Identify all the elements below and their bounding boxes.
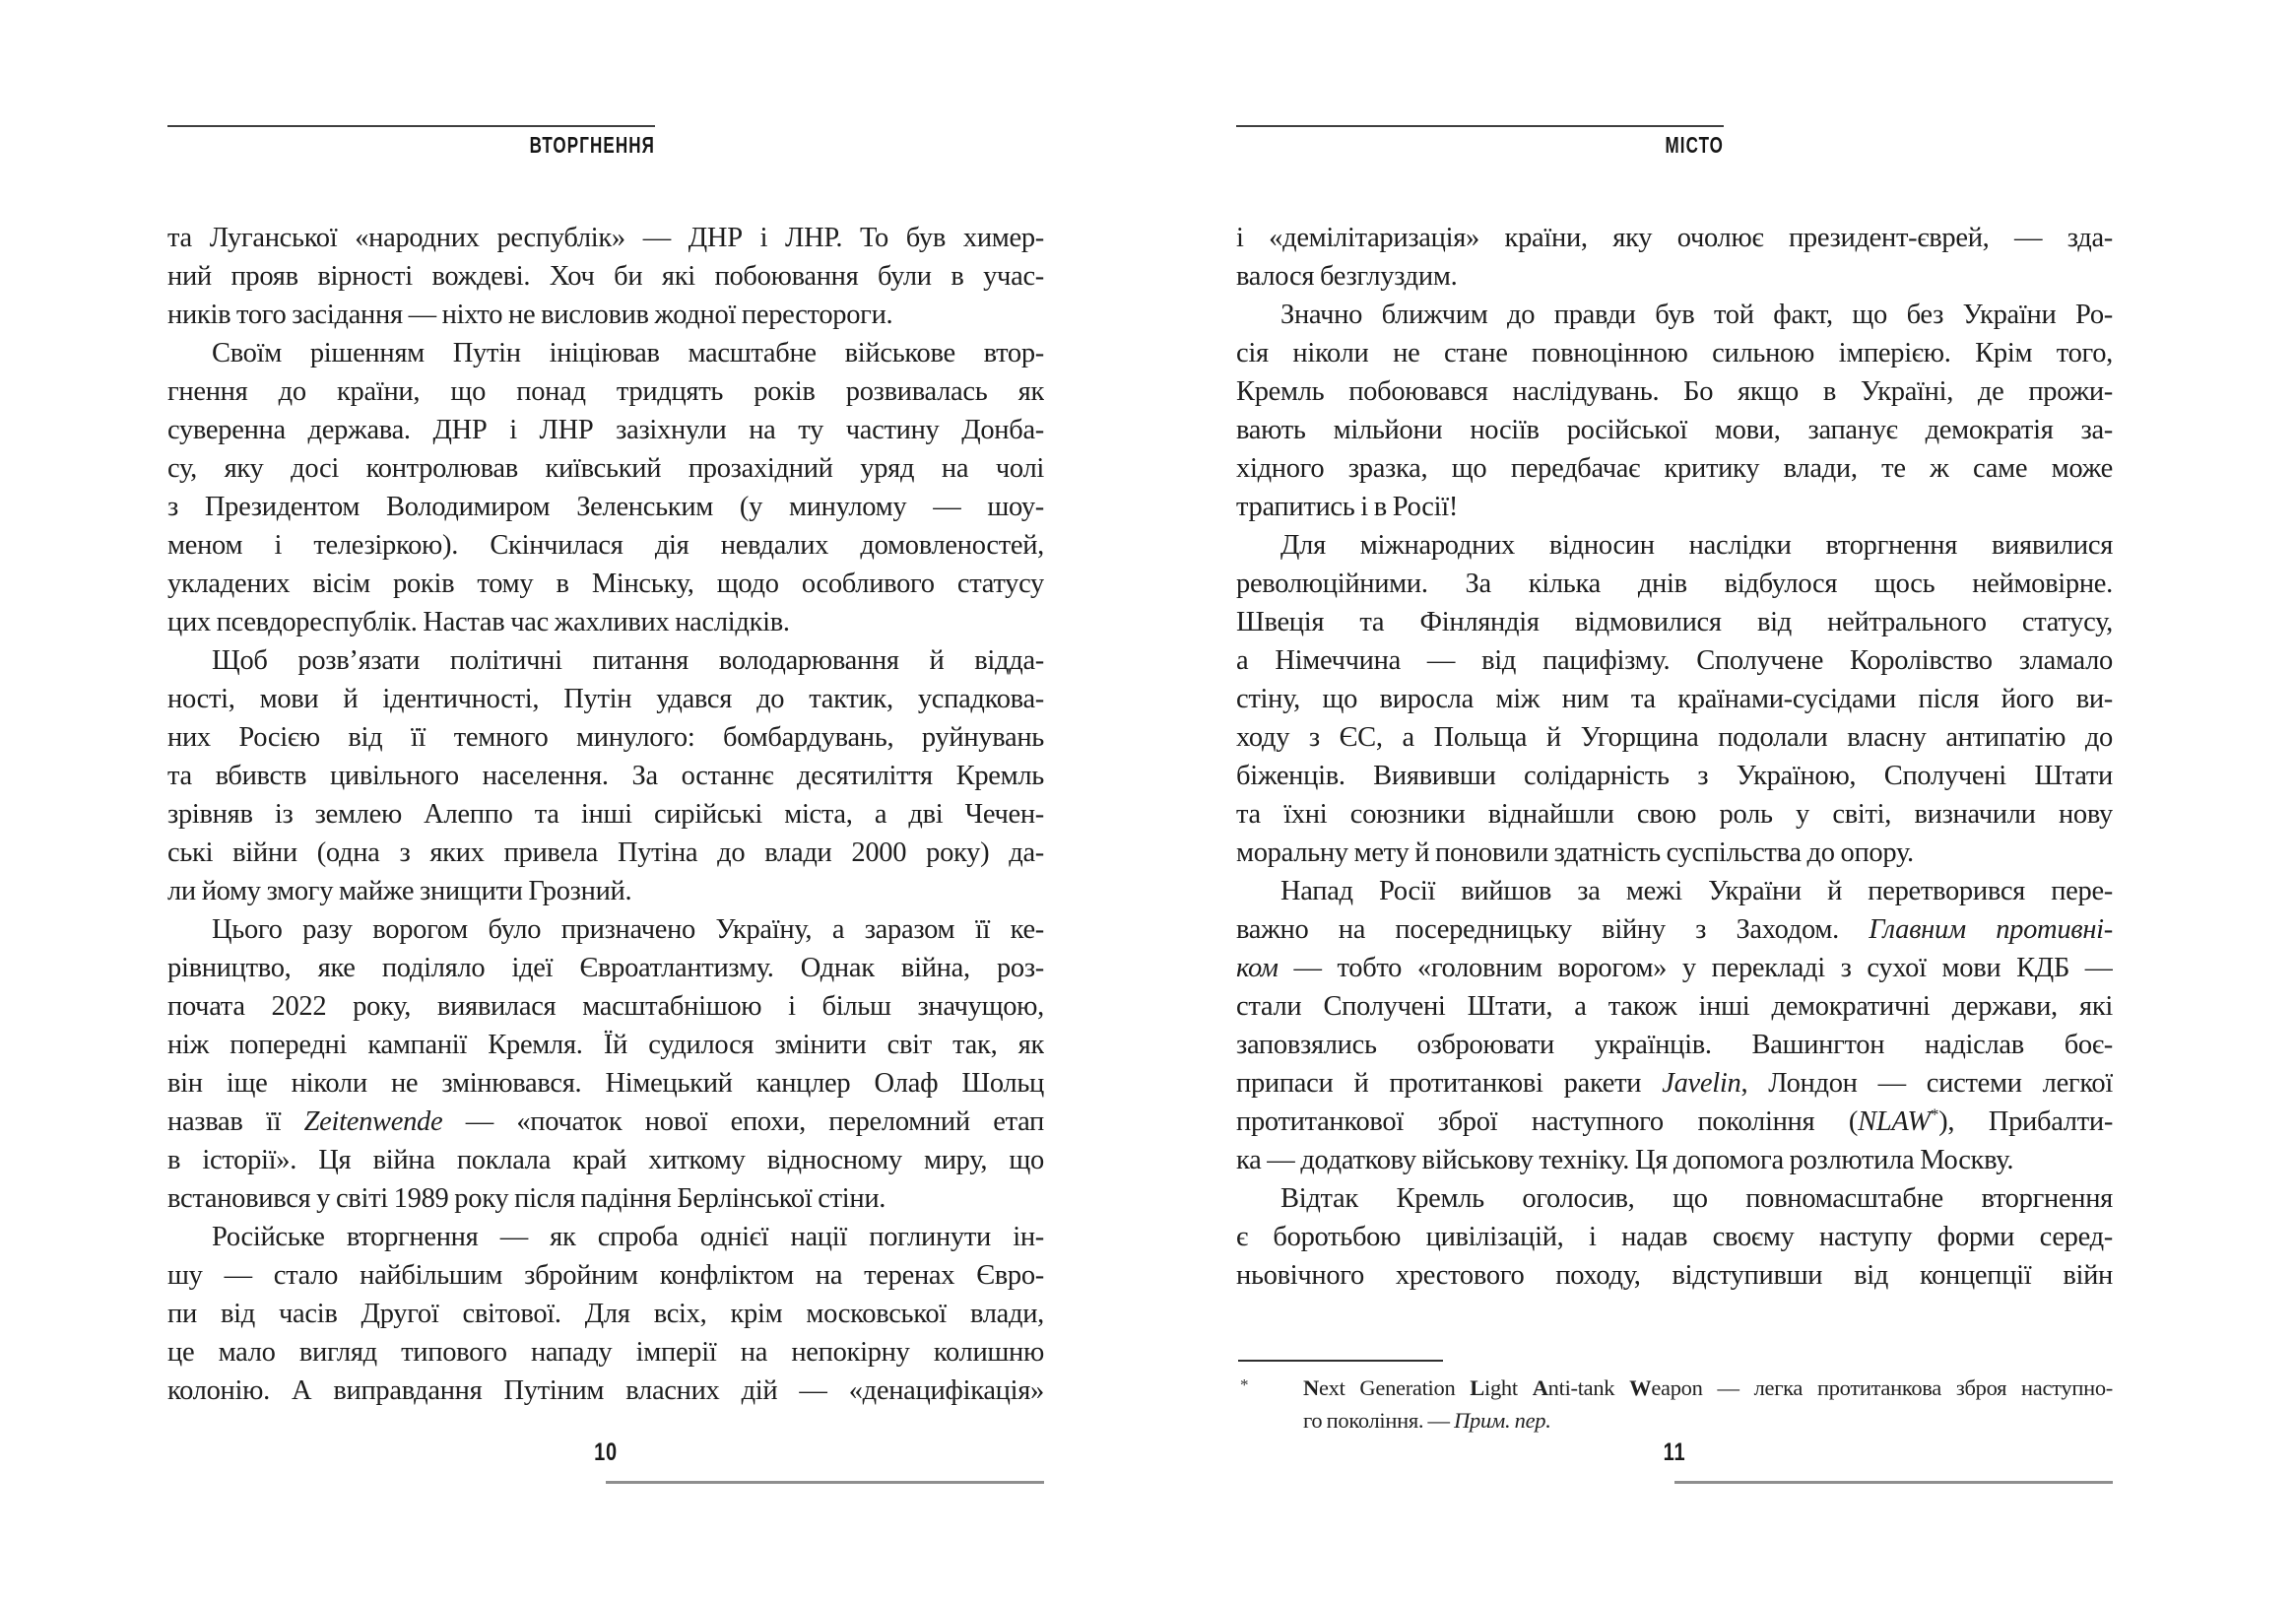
text-line: Відтак Кремль оголосив, що повномасштабне вторгнення (1280, 1183, 2113, 1214)
text-line: су, яку досі контролював київський прозахідний уряд на чолі (167, 453, 1044, 484)
text-line: ності, мови й ідентичності, Путін удався до тактик, успадкова- (167, 684, 1044, 714)
text-line: стіну, що виросла між ним та країнами-сусідами після його ви- (1236, 684, 2113, 714)
running-head: МІСТО (1665, 132, 1724, 158)
footnote-rule (1238, 1360, 1443, 1362)
header-rule (167, 125, 655, 127)
text-line: трапитись і в Росії! (1236, 492, 1459, 522)
text-line: та вбивств цивільного населення. За останнє десятиліття Кремль (167, 761, 1044, 791)
text-line: ньовічного хрестового походу, відступивши від концепції війн (1236, 1260, 2113, 1291)
text-line: зрівняв із землею Алеппо та інші сирійські міста, а дві Чечен- (167, 799, 1044, 830)
text-line: Цього разу ворогом було призначено Україну, а заразом її ке- (212, 914, 1044, 945)
text-line: ли йому змогу майже знищити Грозний. (167, 876, 632, 906)
header-rule (1236, 125, 1724, 127)
text-line: них Росією від її темного минулого: бомбардувань, руйнувань (167, 722, 1044, 753)
text-line: Значно ближчим до правди був той факт, що без України Ро- (1280, 300, 2113, 330)
text-line: Кремль побоювався наслідувань. Бо якщо в Україні, де прожи- (1236, 376, 2113, 407)
footer-rule (1674, 1481, 2113, 1484)
footer-rule (606, 1481, 1044, 1484)
text-line: гнення до країни, що понад тридцять років розвивалась як (167, 376, 1044, 407)
text-line: біженців. Виявивши солідарність з Україною, Сполучені Штати (1236, 761, 2113, 791)
text-line: є боротьбою цивілізацій, і надав своєму наступу форми серед- (1236, 1222, 2113, 1252)
page-number: 10 (594, 1439, 618, 1466)
text-line: ніж попередні кампанії Кремля. Їй судилося змінити світ так, як (167, 1030, 1044, 1060)
text-line: суверенна держава. ДНР і ЛНР зазіхнули на ту частину Донба- (167, 415, 1044, 445)
text-line: протитанкової зброї наступного покоління (NLAW*), Прибалти- (1236, 1104, 2113, 1137)
text-line: цих псевдореспублік. Настав час жахливих наслідків. (167, 607, 790, 637)
text-line: ходу з ЄС, а Польща й Угорщина подолали власну антипатію до (1236, 722, 2113, 753)
text-line: стали Сполучені Штати, а також інші демократичні держави, які (1236, 991, 2113, 1022)
running-head: ВТОРГНЕННЯ (529, 132, 655, 158)
text-line: назвав її Zeitenwende — «початок нової епохи, переломний етап (167, 1106, 1044, 1137)
text-line: заповзялись озброювати українців. Вашингтон надіслав боє- (1236, 1030, 2113, 1060)
page-body (167, 219, 1044, 1410)
text-line: меном і телезіркою). Скінчилася дія невдалих домовленостей, (167, 530, 1044, 561)
text-line: хідного зразка, що передбачає критику влади, те ж саме може (1236, 453, 2113, 484)
text-line: шу — стало найбільшим збройним конфліктом на теренах Євро- (167, 1260, 1044, 1291)
text-line: Напад Росії вийшов за межі України й перетворився пере- (1280, 876, 2113, 906)
text-line: Для міжнародних відносин наслідки вторгнення виявилися (1280, 530, 2113, 561)
text-line: та їхні союзники віднайшли свою роль у світі, визначили нову (1236, 799, 2113, 830)
page-right (1236, 0, 2113, 1606)
text-line: ний прояв вірності вождеві. Хоч би які побоювання були в учас- (167, 261, 1044, 292)
text-line: ка — додаткову військову техніку. Ця допомога розлютила Москву. (1236, 1145, 2014, 1175)
text-line: моральну мету й поновили здатність суспільства до опору. (1236, 837, 1914, 868)
text-line: Російське вторгнення — як спроба однієї нації поглинути ін- (212, 1222, 1044, 1252)
footnote-line: Next Generation Light Anti-tank Weapon — легка протитанкова зброя наступно- (1303, 1375, 2113, 1400)
text-line: встановився у світі 1989 року після падіння Берлінської стіни. (167, 1183, 886, 1214)
text-line: ників того засідання — ніхто не висловив жодної перестороги. (167, 300, 893, 330)
text-line: ські війни (одна з яких привела Путіна до влади 2000 року) да- (167, 837, 1044, 868)
text-line: та Луганської «народних республік» — ДНР і ЛНР. То був химер- (167, 223, 1044, 253)
text-line: в історії». Ця війна поклала край хиткому відносному миру, що (167, 1145, 1044, 1175)
text-line: колонію. А виправдання Путіним власних дій — «денацифікація» (167, 1375, 1044, 1406)
text-line: сія ніколи не стане повноцінною сильною імперією. Крім того, (1236, 338, 2113, 368)
text-line: рівництво, яке поділяло ідеї Євроатлантизму. Однак війна, роз- (167, 953, 1044, 983)
text-line: Своїм рішенням Путін ініціював масштабне військове втор- (212, 338, 1044, 368)
footnote-marker: * (1240, 1375, 1249, 1394)
footnote-line: го покоління. — Прим. пер. (1303, 1408, 1551, 1433)
text-line: почата 2022 року, виявилася масштабнішою і більш значущою, (167, 991, 1044, 1022)
text-line: а Німеччина — від пацифізму. Сполучене Королівство зламало (1236, 645, 2113, 676)
text-line: припаси й протитанкові ракети Javelin, Лондон — системи легкої (1236, 1068, 2113, 1099)
text-line: це мало вигляд типового нападу імперії на непокірну колишню (167, 1337, 1044, 1368)
footnote-text (1303, 1372, 2113, 1437)
text-line: з Президентом Володимиром Зеленським (у минулому — шоу- (167, 492, 1044, 522)
text-line: революційними. За кілька днів відбулося щось неймовірне. (1236, 569, 2113, 599)
text-line: ком — тобто «головним ворогом» у перекладі з сухої мови КДБ — (1236, 953, 2113, 983)
text-line: Щоб розв’язати політичні питання володарювання й відда- (212, 645, 1044, 676)
text-line: він іще ніколи не змінювався. Німецький канцлер Олаф Шольц (167, 1068, 1044, 1099)
page-number: 11 (1663, 1439, 1686, 1466)
page-left (167, 0, 1044, 1606)
text-line: важно на посередницьку війну з Заходом. Главним противні- (1236, 914, 2113, 945)
text-line: Швеція та Фінляндія відмовилися від нейтрального статусу, (1236, 607, 2113, 637)
text-line: пи від часів Другої світової. Для всіх, крім московської влади, (167, 1299, 1044, 1329)
text-line: укладених вісім років тому в Мінську, щодо особливого статусу (167, 569, 1044, 599)
page-body (1236, 219, 2113, 1295)
text-line: вають мільйони носіїв російської мови, запанує демократія за- (1236, 415, 2113, 445)
text-line: і «демілітаризація» країни, яку очолює президент-єврей, — зда- (1236, 223, 2113, 253)
text-line: валося безглуздим. (1236, 261, 1458, 292)
